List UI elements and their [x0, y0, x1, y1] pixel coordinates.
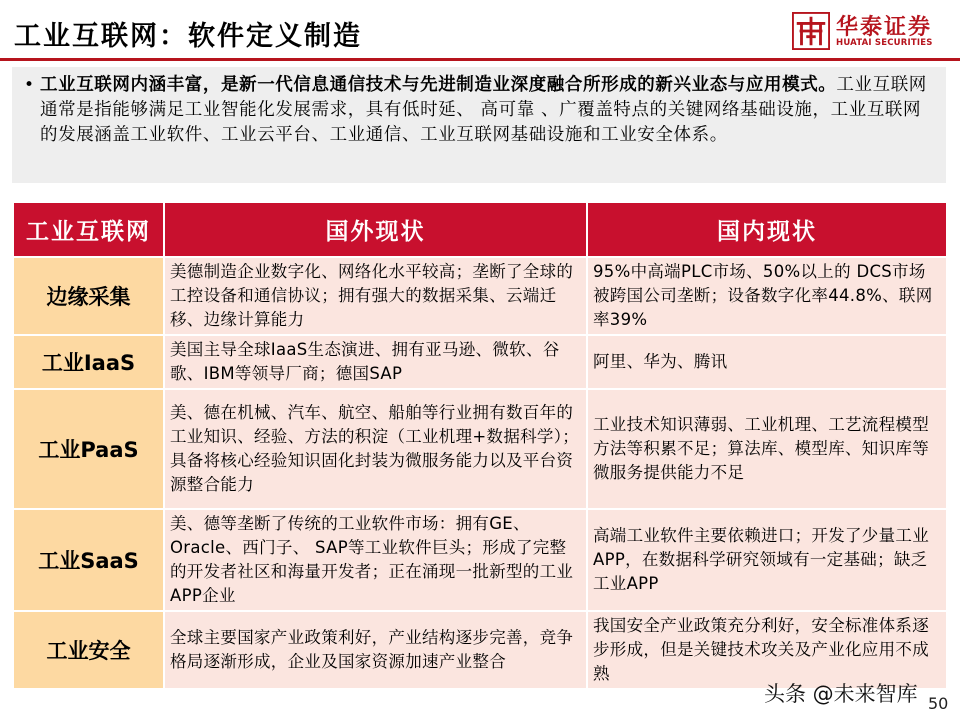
- domestic-status-cell: 高端工业软件主要依赖进口；开发了少量工业APP，在数据科学研究领域有一定基础；缺乏工业APP: [587, 509, 947, 611]
- huatai-logo-icon: [792, 12, 830, 50]
- table-row: [13, 509, 947, 611]
- brand-name-en: HUATAI SECURITIES: [836, 38, 933, 48]
- page-title: 工业互联网：软件定义制造: [14, 21, 362, 52]
- bullet-marker: •: [24, 75, 35, 95]
- foreign-status-cell: 美德制造企业数字化、网络化水平较高；垄断了全球的工控设备和通信协议；拥有强大的数据采集、云端迁移、边缘计算能力: [164, 257, 587, 335]
- domestic-status-cell: 工业技术知识薄弱、工业机理、工艺流程模型方法等积累不足；算法库、模型库、知识库等微服务提供能力不足: [587, 389, 947, 509]
- header-divider: [0, 58, 960, 61]
- row-label: 工业IaaS: [13, 335, 164, 389]
- intro-body-text: 工业互联网通常是指能够满足工业智能化发展需求，具有低时延、 高可靠 、广覆盖特点的关键网络基础设施，工业互联网的发展涵盖工业软件、工业云平台、工业通信、工业互联网基础设施和工业安全体系。: [40, 75, 927, 145]
- column-header-category: 工业互联网: [13, 202, 164, 257]
- row-label: 工业PaaS: [13, 389, 164, 509]
- intro-lead-sentence: 工业互联网内涵丰富，是新一代信息通信技术与先进制造业深度融合所形成的新兴业态与应用模式。: [40, 75, 837, 95]
- slide-header: [0, 0, 960, 62]
- intro-box: [12, 67, 946, 183]
- brand-logo: [792, 10, 952, 54]
- row-label: 边缘采集: [13, 257, 164, 335]
- brand-name-cn: 华泰证券: [836, 15, 933, 40]
- foreign-status-cell: 美、德等垄断了传统的工业软件市场：拥有GE、Oracle、西门子、 SAP等工业软件巨头；形成了完整的开发者社区和海量开发者；正在涌现一批新型的工业APP企业: [164, 509, 587, 611]
- page-number: 50: [928, 694, 949, 713]
- column-header-domestic: 国内现状: [587, 202, 947, 257]
- table-row: [13, 257, 947, 335]
- comparison-table: [12, 201, 948, 690]
- domestic-status-cell: 我国安全产业政策充分利好，安全标准体系逐步形成，但是关键技术攻关及产业化应用不成熟: [587, 611, 947, 689]
- domestic-status-cell: 阿里、华为、腾讯: [587, 335, 947, 389]
- row-label: 工业安全: [13, 611, 164, 689]
- foreign-status-cell: 全球主要国家产业政策利好，产业结构逐步完善，竞争格局逐渐形成，企业及国家资源加速产业整合: [164, 611, 587, 689]
- column-header-foreign: 国外现状: [164, 202, 587, 257]
- foreign-status-cell: 美、德在机械、汽车、航空、船舶等行业拥有数百年的工业知识、经验、方法的积淀（工业机理+数据科学）；具备将核心经验知识固化封装为微服务能力以及平台资源整合能力: [164, 389, 587, 509]
- table-row: [13, 335, 947, 389]
- table-header-row: [13, 202, 947, 257]
- table-row: [13, 389, 947, 509]
- domestic-status-cell: 95%中高端PLC市场、50%以上的 DCS市场被跨国公司垄断；设备数字化率44.8%、联网率39%: [587, 257, 947, 335]
- foreign-status-cell: 美国主导全球IaaS生态演进、拥有亚马逊、微软、谷歌、IBM等领导厂商；德国SAP: [164, 335, 587, 389]
- watermark-text: 头条 @未来智库: [764, 682, 918, 706]
- row-label: 工业SaaS: [13, 509, 164, 611]
